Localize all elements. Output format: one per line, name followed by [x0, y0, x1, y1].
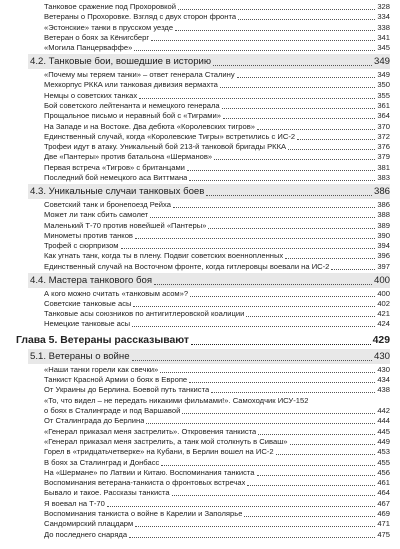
toc-chapter — [16, 334, 390, 347]
toc-label: Ветеран о боях за Кёнигсберг — [44, 32, 150, 42]
toc-entry — [44, 142, 390, 152]
toc-section — [30, 56, 390, 68]
toc-page-number: 456 — [377, 467, 390, 477]
toc-page-number: 449 — [377, 436, 390, 446]
toc-page-number: 429 — [372, 334, 390, 346]
toc-leader-dots — [173, 207, 375, 208]
toc-page-number: 334 — [377, 12, 390, 22]
toc-leader-dots — [257, 129, 375, 130]
toc-entry — [44, 289, 390, 299]
toc-label: Немецкие танковые асы — [44, 319, 131, 329]
toc-leader-dots — [288, 149, 375, 150]
toc-entry — [44, 447, 390, 457]
toc-label: Трофей с сюрпризом — [44, 241, 119, 251]
toc-page-number: 372 — [377, 131, 390, 141]
toc-label: «Могила Панцерваффе» — [44, 43, 133, 53]
toc-leader-dots — [132, 326, 375, 327]
toc-label: Первая встреча «Тигров» с британцами — [44, 162, 185, 172]
toc-leader-dots — [187, 170, 375, 171]
toc-entry — [44, 231, 390, 241]
toc-leader-dots — [133, 306, 375, 307]
toc-leader-dots — [189, 180, 375, 181]
toc-label: Ветераны о Прохоровке. Взгляд с двух сторон фронта — [44, 12, 237, 22]
toc-entry — [44, 468, 390, 478]
toc-entry — [44, 385, 390, 395]
toc-page-number: 386 — [377, 199, 390, 209]
toc-leader-dots — [246, 316, 375, 317]
toc-page-number: 430 — [373, 351, 390, 363]
toc-entry — [44, 210, 390, 220]
toc-entry — [44, 111, 390, 121]
toc-section — [30, 275, 390, 287]
toc-label: Трофеи идут в атаку. Уникальный бой 213-й танковой бригады РККА — [44, 142, 287, 152]
toc-label: Сандомирский плацдарм — [44, 519, 134, 529]
toc-label: Воспоминания танкиста о войне в Карелии и Заполярье — [44, 509, 243, 519]
toc-leader-dots — [222, 108, 376, 109]
toc-page-number: 349 — [373, 56, 390, 68]
toc-leader-dots — [297, 139, 375, 140]
toc-entry — [44, 509, 390, 519]
toc-page-number: 379 — [377, 152, 390, 162]
toc-page-number: 469 — [377, 509, 390, 519]
toc-label: Как угнать танк, когда ты в плену. Подвиг советских военнопленных — [44, 251, 284, 261]
toc-entry — [44, 396, 390, 406]
toc-leader-dots — [134, 50, 375, 51]
toc-entry — [44, 309, 390, 319]
toc-leader-dots — [258, 434, 375, 435]
toc-entry — [44, 299, 390, 309]
toc-leader-dots — [175, 30, 375, 31]
toc-label: В боях за Сталинград и Донбасс — [44, 457, 160, 467]
toc-page-number: 424 — [377, 319, 390, 329]
toc-label: Советские танковые асы — [44, 298, 132, 308]
toc-leader-dots — [257, 475, 376, 476]
toc-entry — [44, 122, 390, 132]
toc-leader-dots — [247, 485, 375, 486]
toc-page-number: 464 — [377, 488, 390, 498]
toc-entry — [44, 478, 390, 488]
toc-leader-dots — [107, 506, 375, 507]
toc-leader-dots — [135, 526, 375, 527]
toc-page-number: 345 — [377, 43, 390, 53]
toc-entry — [44, 80, 390, 90]
toc-page-number: 389 — [377, 220, 390, 230]
toc-label: Воспоминания ветерана-танкиста о фронтовых встречах — [44, 478, 246, 488]
toc-leader-dots — [290, 444, 376, 445]
toc-leader-dots — [331, 269, 375, 270]
toc-leader-dots — [121, 248, 376, 249]
toc-page-number: 397 — [377, 261, 390, 271]
toc-page-number: 455 — [377, 457, 390, 467]
toc-entry — [44, 488, 390, 498]
toc-page-number: 467 — [377, 498, 390, 508]
toc-page-number: 390 — [377, 230, 390, 240]
toc-section — [30, 186, 390, 198]
toc-label: Танковые асы союзников по антигитлеровской коалиции — [44, 309, 245, 319]
toc-label: Горел в «тридцатьчетверке» на Кубани, в Берлин вошел на ИС-2 — [44, 447, 274, 457]
toc-leader-dots — [172, 495, 376, 496]
toc-entry — [44, 262, 390, 272]
toc-leader-dots — [223, 118, 375, 119]
toc-entry — [44, 375, 390, 385]
toc-leader-dots — [132, 360, 372, 361]
toc-label: о боях в Сталинграде и под Варшавой — [44, 406, 181, 416]
toc-entry — [44, 2, 390, 12]
toc-page-number: 438 — [377, 385, 390, 395]
toc-page-number: 444 — [377, 416, 390, 426]
toc-entry — [44, 319, 390, 329]
toc-leader-dots — [135, 238, 375, 239]
toc-label: Единственный случай на Восточном фронте, когда гитлеровцы воевали на ИС-2 — [44, 261, 330, 271]
toc-label: Танкист Красной Армии о боях в Европе — [44, 375, 188, 385]
toc-page-number: 355 — [377, 90, 390, 100]
toc-page-number: 349 — [377, 70, 390, 79]
toc-leader-dots — [139, 98, 375, 99]
toc-leader-dots — [285, 258, 375, 259]
toc-label: Две «Пантеры» против батальона «Шерманов» — [44, 152, 213, 162]
toc-entry — [44, 241, 390, 251]
toc-entry — [44, 132, 390, 142]
toc-leader-dots — [213, 65, 372, 66]
toc-leader-dots — [191, 344, 371, 345]
toc-entry — [44, 101, 390, 111]
toc-page-number: 442 — [377, 406, 390, 416]
toc-entry — [44, 499, 390, 509]
toc-page-number: 361 — [377, 100, 390, 110]
toc-leader-dots — [178, 9, 375, 10]
toc-page-number: 341 — [377, 32, 390, 42]
toc-leader-dots — [206, 195, 372, 196]
toc-entry — [44, 91, 390, 101]
toc-page-number: 396 — [377, 251, 390, 261]
toc-leader-dots — [151, 40, 375, 41]
toc-page-number: 383 — [377, 173, 390, 183]
toc-label: «То, что видел – не передать никакими фильмами!». Самоходчик ИСУ-152 — [44, 395, 309, 405]
toc-label: Единственный случай, когда «Королевские Тигры» встретились с ИС-2 — [44, 131, 296, 141]
toc-page-number: 328 — [377, 1, 390, 11]
toc-entry — [44, 12, 390, 22]
toc-page-number: 453 — [377, 447, 390, 457]
toc-page-number: 394 — [377, 241, 390, 251]
toc-leader-dots — [211, 392, 375, 393]
toc-entry — [44, 163, 390, 173]
toc-page-number: 381 — [377, 162, 390, 172]
toc-page-number: 350 — [377, 80, 390, 90]
toc-label: На Западе и на Востоке. Два дебюта «Королевских тигров» — [44, 121, 255, 131]
toc-leader-dots — [276, 454, 376, 455]
toc-label: Прощальное письмо и неравный бой с «Тиграми» — [44, 111, 221, 121]
toc-entry — [44, 152, 390, 162]
toc-leader-dots — [220, 87, 375, 88]
toc-page-number: 445 — [377, 426, 390, 436]
toc-label: Немцы о советских танках — [44, 90, 138, 100]
toc-leader-dots — [214, 159, 375, 160]
toc-leader-dots — [237, 77, 376, 78]
toc-entry — [44, 200, 390, 210]
toc-leader-dots — [146, 423, 375, 424]
toc-label: Бывало и такое. Рассказы танкиста — [44, 488, 170, 498]
toc-label: 5.1. Ветераны о войне — [30, 351, 130, 363]
toc-leader-dots — [190, 296, 375, 297]
toc-label: Маленький Т-70 против новейшей «Пантеры» — [44, 220, 207, 230]
toc-page-number: 400 — [373, 274, 390, 286]
toc-entry — [44, 173, 390, 183]
toc-leader-dots — [161, 465, 375, 466]
toc-label: Последний бой немецкого аса Виттмана — [44, 173, 188, 183]
toc-page-number: 376 — [377, 142, 390, 152]
toc-page-number: 386 — [373, 186, 390, 198]
toc-label: Я воевал на Т-70 — [44, 498, 105, 508]
toc-entry — [44, 519, 390, 529]
toc-label: От Сталинграда до Берлина — [44, 416, 145, 426]
toc-label: До последнего снаряда — [44, 529, 128, 539]
toc-page-number: 400 — [377, 288, 390, 298]
toc-entry — [44, 251, 390, 261]
toc-section — [30, 351, 390, 363]
toc-page-number: 434 — [377, 375, 390, 385]
toc-leader-dots — [208, 228, 375, 229]
toc-entry — [44, 406, 390, 416]
toc-label: «Эстонские» танки в прусском уезде — [44, 22, 174, 32]
toc-page-number: 471 — [377, 519, 390, 529]
toc-leader-dots — [129, 537, 375, 538]
toc-entry — [44, 43, 390, 53]
toc-entry — [44, 437, 390, 447]
toc-label: 4.2. Танковые бои, вошедшие в историю — [30, 56, 212, 68]
toc-entry — [44, 33, 390, 43]
toc-label: «Генерал приказал меня застрелить». Откровения танкиста — [44, 426, 257, 436]
toc-label: «Наши танки горели как свечки» — [44, 364, 159, 374]
toc-label: «Почему мы теряем танки» – ответ генерала Сталину — [44, 70, 235, 79]
toc-label: Минометы против танков — [44, 230, 133, 240]
toc-label: На «Шермане» по Латвии и Китаю. Воспоминания танкиста — [44, 467, 255, 477]
toc-page-number: 338 — [377, 22, 390, 32]
toc-page-number: 388 — [377, 210, 390, 220]
toc-leader-dots — [154, 284, 372, 285]
toc-page-number: 475 — [377, 529, 390, 539]
toc-page-number: 430 — [377, 364, 390, 374]
toc-entry — [44, 70, 390, 80]
toc-leader-dots — [244, 516, 375, 517]
toc-label: Мехкорпус РККА или танковая дивизия вермахта — [44, 80, 218, 90]
toc-page-number: 461 — [377, 478, 390, 488]
toc-entry — [44, 23, 390, 33]
toc-page-number: 370 — [377, 121, 390, 131]
toc-entry — [44, 221, 390, 231]
toc-label: Может ли танк сбить самолет — [44, 210, 149, 220]
toc-label: Танковое сражение под Прохоровкой — [44, 1, 176, 11]
toc-label: Советский танк и бронепоезд Рейха — [44, 199, 171, 209]
toc-label: «Генерал приказал меня застрелить, а танк мой столкнуть в Сиваш» — [44, 436, 288, 446]
toc-page-number: 421 — [377, 309, 390, 319]
toc-label: 4.4. Мастера танкового боя — [30, 274, 153, 286]
toc-entry — [44, 530, 390, 540]
toc-leader-dots — [189, 382, 375, 383]
toc-label: Глава 5. Ветераны рассказывают — [16, 334, 189, 346]
toc-page-number: 364 — [377, 111, 390, 121]
toc-entry — [44, 365, 390, 375]
toc-entry — [44, 427, 390, 437]
toc-page-number: 402 — [377, 298, 390, 308]
toc-entry — [44, 458, 390, 468]
toc-entry — [44, 416, 390, 426]
toc-label: Бой советского лейтенанта и немецкого генерала — [44, 100, 220, 110]
toc-leader-dots — [238, 19, 375, 20]
toc-leader-dots — [160, 372, 375, 373]
toc-label: 4.3. Уникальные случаи танковых боев — [30, 186, 205, 198]
toc-leader-dots — [182, 413, 375, 414]
toc-leader-dots — [150, 217, 375, 218]
toc-label: От Украины до Берлина. Боевой путь танкиста — [44, 385, 210, 395]
toc-label: А кого можно считать «танковым асом»? — [44, 288, 189, 298]
